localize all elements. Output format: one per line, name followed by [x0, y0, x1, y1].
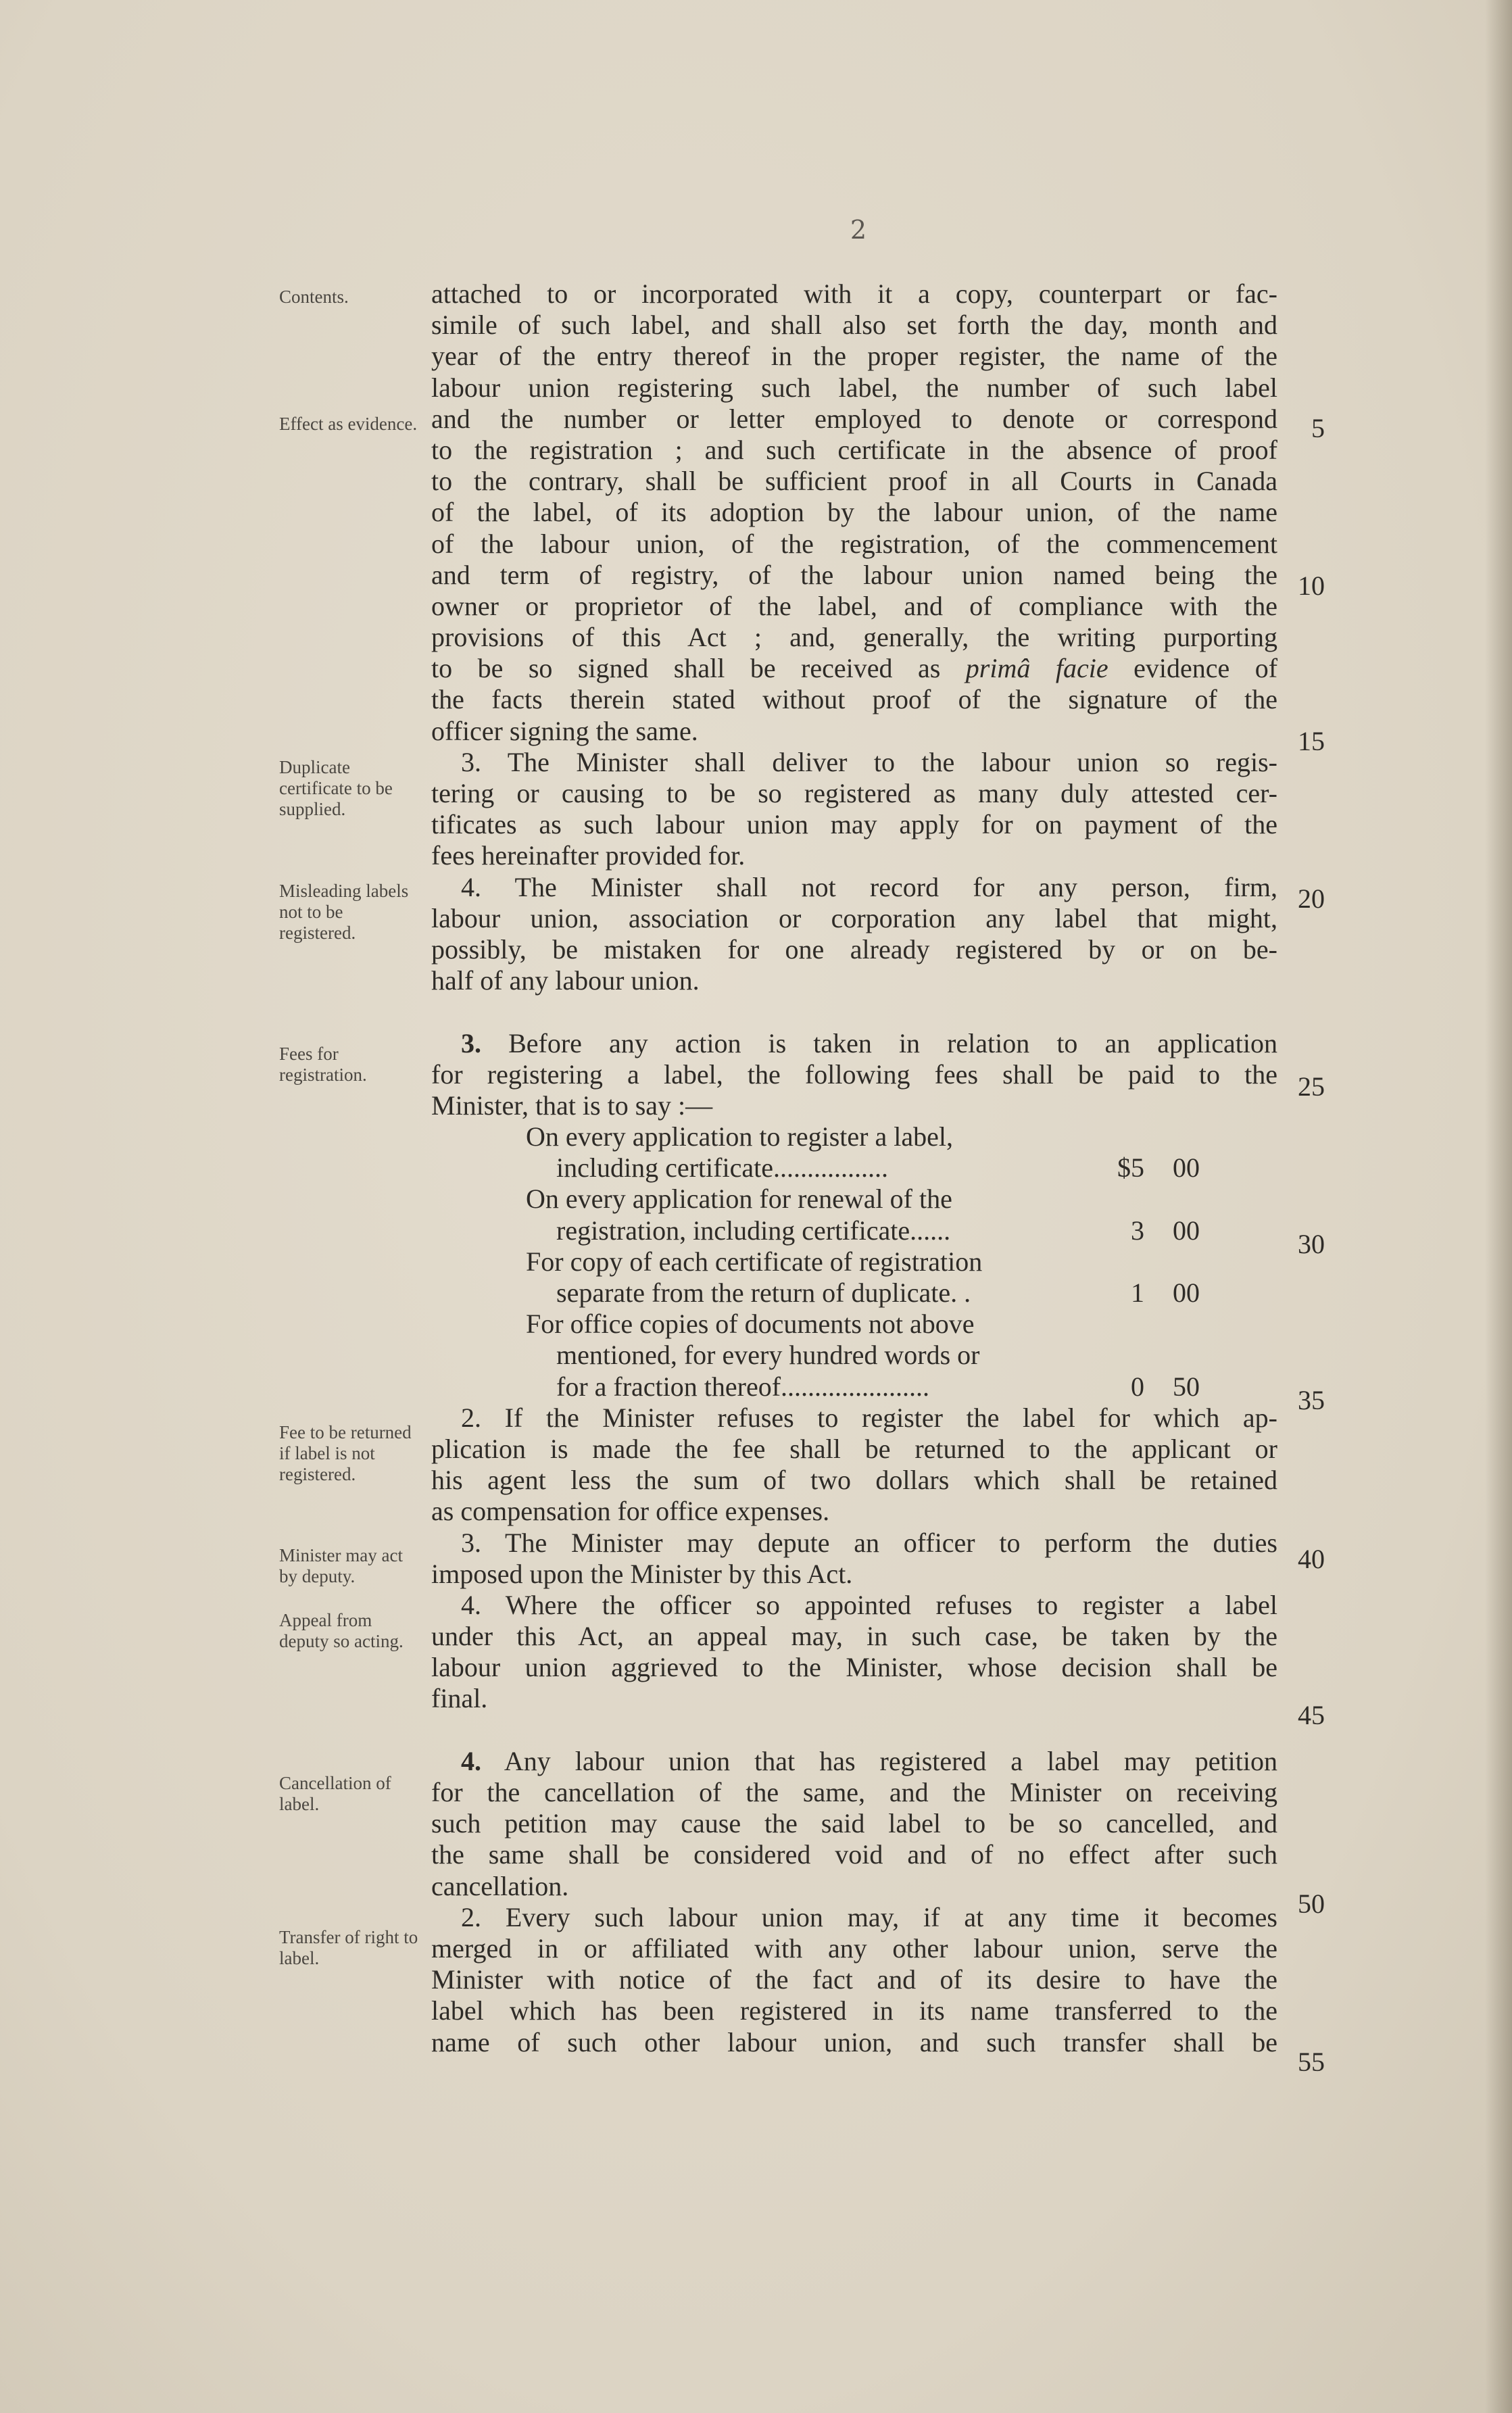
fee-amount: [1097, 1152, 1200, 1184]
text-line: the facts therein stated without proof of the signature of the: [431, 684, 1277, 715]
fee-dollars: 3: [1131, 1215, 1144, 1246]
text-line: Minister, that is to say :—: [431, 1090, 713, 1121]
text-line: the same shall be considered void and of no effect after such: [431, 1839, 1277, 1870]
fee-line: On every application for renewal of the: [526, 1184, 952, 1215]
margin-note-transfer: Transfer of right to label.: [279, 1927, 418, 1968]
margin-note-duplicate-certificate: Duplicate certificate to be supplied.: [279, 757, 393, 819]
text-line: plication is made the fee shall be returned to the applicant or: [431, 1433, 1277, 1464]
text-line: owner or proprietor of the label, and of compliance with the: [431, 590, 1277, 621]
text-line: final.: [431, 1683, 488, 1714]
fee-dollars: 0: [1131, 1371, 1144, 1402]
text-line: tificates as such labour union may apply for on payment of the: [431, 809, 1277, 840]
line-number: 25: [1298, 1071, 1325, 1102]
line-number: 35: [1298, 1385, 1325, 1415]
text-line: his agent less the sum of two dollars which shall be retained: [431, 1465, 1277, 1496]
text-line: possibly, be mistaken for one already registered by or on be-: [431, 933, 1277, 965]
text-line: Minister with notice of the fact and of its desire to have the: [431, 1964, 1277, 1995]
fee-line: On every application to register a label,: [526, 1121, 953, 1152]
text-line: name of such other labour union, and such transfer shall be: [431, 2026, 1277, 2057]
text-fragment: to be so signed shall be received as: [431, 653, 941, 684]
line-number: 10: [1298, 570, 1325, 601]
text-line: fees hereinafter provided for.: [431, 840, 746, 871]
text-line: imposed upon the Minister by this Act.: [431, 1558, 853, 1589]
fee-description: registration, including certificate......: [556, 1215, 951, 1246]
margin-note-minister-deputy: Minister may act by deputy.: [279, 1545, 403, 1586]
fee-line: [431, 1152, 1277, 1184]
fee-cents: 00: [1173, 1277, 1200, 1308]
text-line: and the number or letter employed to denote or correspond: [431, 403, 1277, 434]
text-line: tering or causing to be so registered as many duly attested cer-: [431, 778, 1277, 808]
text-line: label which has been registered in its name transferred to the: [431, 1995, 1277, 2026]
line-number: 5: [1311, 413, 1325, 443]
fee-description: for a fraction thereof......................: [556, 1371, 930, 1402]
line-number: 50: [1298, 1888, 1325, 1919]
text-line: labour union aggrieved to the Minister, whose decision shall be: [431, 1652, 1277, 1683]
fee-amount: [1097, 1277, 1200, 1309]
line-number: 30: [1298, 1229, 1325, 1259]
line-number: 55: [1298, 2047, 1325, 2077]
text-line: officer signing the same.: [431, 715, 698, 746]
margin-note-appeal-from-deputy: Appeal from deputy so acting.: [279, 1610, 404, 1651]
fee-line: [431, 1277, 1277, 1309]
text-line: for the cancellation of the same, and the Minister on receiving: [431, 1777, 1277, 1807]
text-line: 2. If the Minister refuses to register the label for which ap-: [461, 1402, 1277, 1433]
text-line: merged in or affiliated with any other labour union, serve the: [431, 1932, 1277, 1964]
margin-note-fees-for-registration: Fees for registration.: [279, 1044, 367, 1085]
fee-description: including certificate.................: [556, 1152, 888, 1184]
line-number: 20: [1298, 883, 1325, 914]
fee-line: For office copies of documents not above: [526, 1309, 975, 1340]
text-line: 3. The Minister may depute an officer to perform the duties: [461, 1527, 1277, 1558]
line-number: 40: [1298, 1544, 1325, 1574]
section-number: 3.: [461, 1027, 481, 1058]
fee-cents: 00: [1173, 1152, 1200, 1184]
text-line: for registering a label, the following fees shall be paid to the: [431, 1058, 1277, 1090]
section-gap: [431, 1715, 1277, 1746]
prima-facie-italic: primâ facie: [965, 653, 1108, 684]
text-line: as compensation for office expenses.: [431, 1496, 830, 1527]
text-fragment: Before any action is taken in relation to an application: [508, 1027, 1278, 1058]
page-number: 2: [850, 215, 867, 245]
fee-line: For copy of each certificate of registration: [526, 1246, 983, 1277]
section-4-heading-line: [431, 1746, 1277, 1777]
text-line: 4. Where the officer so appointed refuses to register a label: [461, 1589, 1277, 1620]
section-3-heading-line: [431, 1028, 1277, 1059]
margin-note-fee-returned: Fee to be returned if label is not registered.: [279, 1422, 412, 1484]
text-line: to the registration ; and such certificate in the absence of proof: [431, 434, 1277, 465]
margin-note-contents: Contents.: [279, 287, 349, 307]
text-line: attached to or incorporated with it a copy, counterpart or fac-: [431, 278, 1277, 309]
text-line: 4. The Minister shall not record for any person, firm,: [461, 871, 1277, 902]
fee-line: [431, 1371, 1277, 1403]
fee-cents: 00: [1173, 1215, 1200, 1246]
fee-dollars: $5: [1117, 1152, 1144, 1184]
text-line-prima-facie: [431, 653, 1277, 684]
text-line: to the contrary, shall be sufficient proof in all Courts in Canada: [431, 466, 1277, 497]
text-line: 2. Every such labour union may, if at any time it becomes: [461, 1901, 1277, 1932]
text-line: such petition may cause the said label to be so cancelled, and: [431, 1808, 1277, 1839]
text-line: 3. The Minister shall deliver to the labour union so regis-: [461, 746, 1277, 777]
fee-line: mentioned, for every hundred words or: [556, 1340, 980, 1371]
line-number: 15: [1298, 726, 1325, 756]
text-line: year of the entry thereof in the proper register, the name of the: [431, 341, 1277, 372]
text-line: of the labour union, of the registration, of the commencement: [431, 528, 1277, 559]
margin-note-cancellation: Cancellation of label.: [279, 1773, 391, 1814]
line-number: 45: [1298, 1700, 1325, 1730]
fee-cents: 50: [1173, 1371, 1200, 1402]
page-edge-shadow: [1485, 0, 1512, 2413]
text-line: and term of registry, of the labour union named being the: [431, 559, 1277, 590]
text-line: half of any labour union.: [431, 965, 700, 996]
margin-note-effect-as-evidence: Effect as evidence.: [279, 414, 418, 434]
fee-dollars: 1: [1131, 1277, 1144, 1308]
fee-amount: [1097, 1215, 1200, 1246]
text-fragment: evidence of: [1133, 653, 1278, 684]
margin-note-misleading-labels: Misleading labels not to be registered.: [279, 881, 409, 943]
text-line: provisions of this Act ; and, generally, the writing purporting: [431, 622, 1277, 653]
text-line: simile of such label, and shall also set forth the day, month and: [431, 310, 1277, 341]
fee-description: separate from the return of duplicate. .: [556, 1277, 971, 1308]
text-line: under this Act, an appeal may, in such case, be taken by the: [431, 1621, 1277, 1652]
text-line: labour union registering such label, the number of such label: [431, 372, 1277, 403]
text-fragment: Any labour union that has registered a label may petition: [504, 1745, 1277, 1776]
body-text: [431, 278, 1277, 2058]
text-line: of the label, of its adoption by the labour union, of the name: [431, 497, 1277, 528]
section-number: 4.: [461, 1745, 481, 1776]
text-line: labour union, association or corporation any label that might,: [431, 902, 1277, 933]
fee-amount: [1097, 1371, 1200, 1403]
fee-line: [431, 1215, 1277, 1246]
section-gap: [431, 996, 1277, 1027]
text-line: cancellation.: [431, 1870, 569, 1901]
